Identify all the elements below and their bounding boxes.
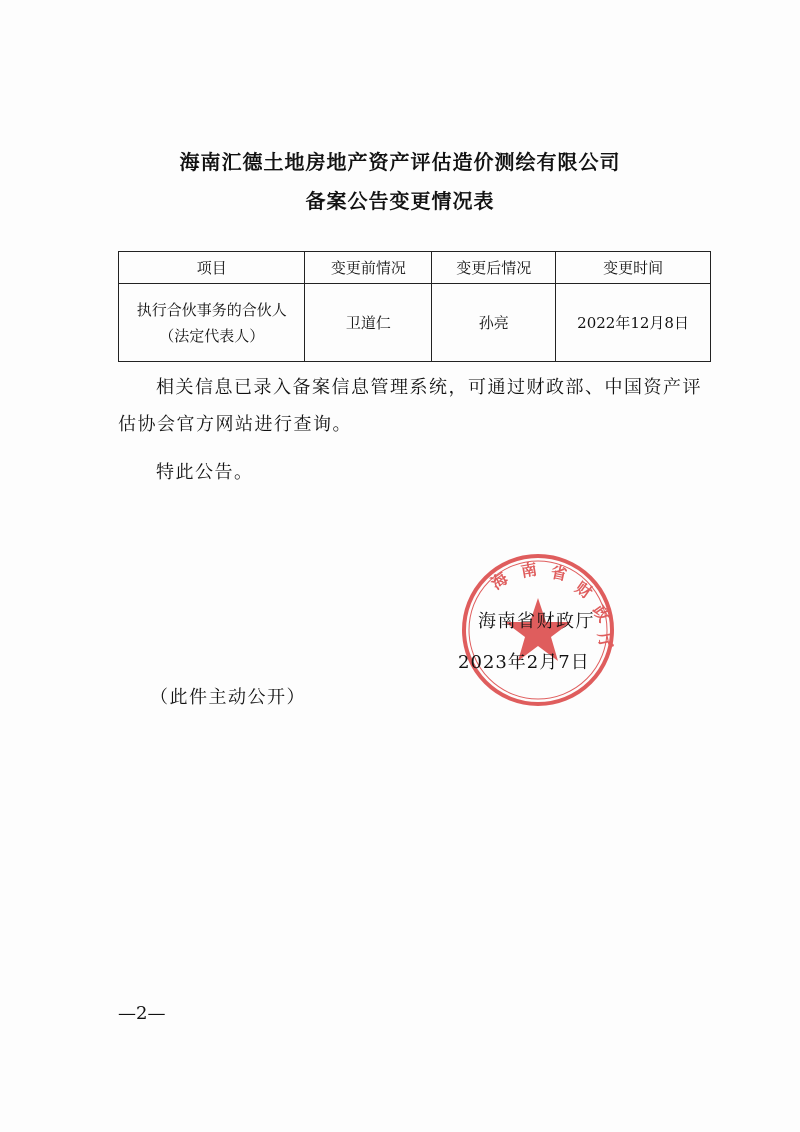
table-row [119, 284, 711, 362]
header-before: 变更前情况 [305, 252, 432, 284]
issuing-authority: 海南省财政厅 [478, 611, 595, 632]
svg-text:海: 海 [487, 568, 512, 594]
header-change-time: 变更时间 [556, 252, 711, 284]
change-record-table [118, 251, 711, 362]
svg-text:财: 财 [571, 577, 596, 603]
issue-date: 2023年2月7日 [458, 652, 590, 673]
svg-text:政: 政 [588, 601, 614, 626]
info-paragraph: 相关信息已录入备案信息管理系统，可通过财政部、中国资产评估协会官方网站进行查询。 [118, 377, 702, 435]
cell-before: 卫道仁 [305, 284, 432, 362]
announcement-closing: 特此公告。 [156, 462, 254, 483]
table-header-row [119, 252, 711, 284]
cell-item-line1: 执行合伙事务的合伙人 [136, 300, 287, 319]
svg-text:省: 省 [549, 562, 569, 585]
disclosure-note: （此件主动公开） [150, 687, 306, 708]
cell-item [119, 284, 305, 362]
header-after: 变更后情况 [432, 252, 556, 284]
cell-change-time: 2022年12月8日 [556, 284, 711, 362]
header-item: 项目 [119, 252, 305, 284]
cell-item-line2: （法定代表人） [159, 326, 265, 345]
svg-text:南: 南 [519, 559, 539, 581]
document-subtitle: 备案公告变更情况表 [305, 189, 495, 213]
cell-after: 孙亮 [432, 284, 556, 362]
svg-text:厅: 厅 [594, 630, 617, 651]
document-title: 海南汇德土地房地产资产评估造价测绘有限公司 [179, 150, 621, 174]
page-number: —2— [118, 1003, 166, 1024]
